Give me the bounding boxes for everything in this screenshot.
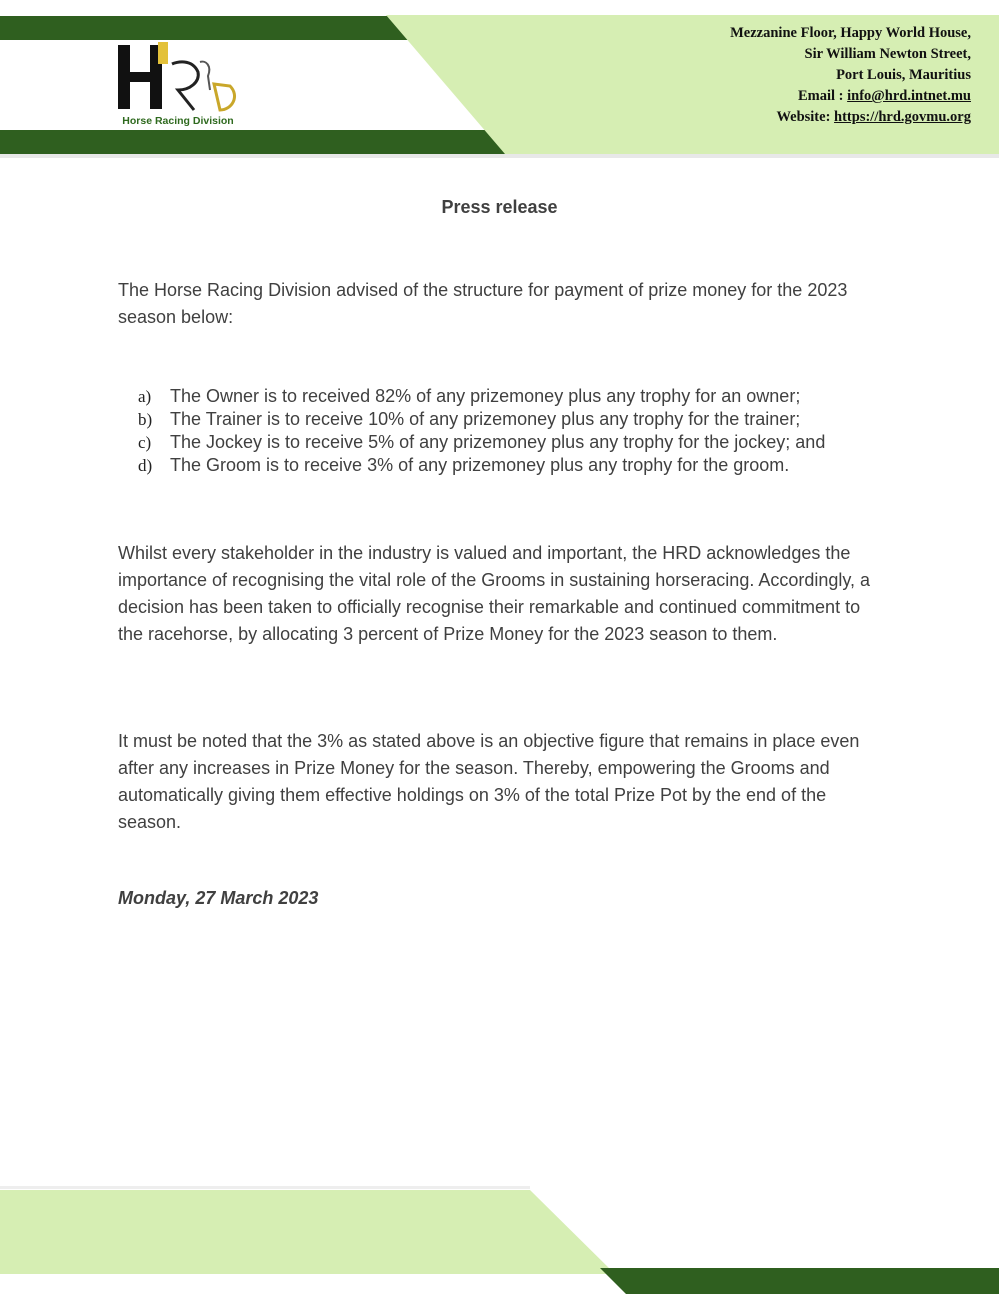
hrd-logo-mark — [114, 40, 242, 115]
list-item — [118, 385, 888, 408]
address-line: Sir William Newton Street, — [804, 46, 971, 62]
release-date: Monday, 27 March 2023 — [118, 888, 319, 908]
website-link[interactable]: https://hrd.govmu.org — [834, 109, 971, 125]
intro-paragraph: The Horse Racing Division advised of the structure for payment of prize money for the 2023 season below: — [118, 280, 848, 327]
list-text: The Owner is to received 82% of any prizemoney plus any trophy for an owner; — [170, 386, 801, 406]
page-title: Press release — [441, 197, 558, 217]
website-label: Website: — [776, 109, 835, 125]
email-link[interactable]: info@hrd.intnet.mu — [847, 88, 971, 104]
list-marker: a) — [138, 387, 152, 406]
address-block — [730, 23, 971, 128]
list-marker: c) — [138, 433, 152, 452]
list-marker: d) — [138, 456, 153, 475]
list-text: The Trainer is to receive 10% of any prizemoney plus any trophy for the trainer; — [170, 409, 801, 429]
email-line — [730, 86, 971, 107]
address-line: Mezzanine Floor, Happy World House, — [730, 25, 971, 41]
hrd-logo — [114, 40, 242, 130]
logo-tagline: Horse Racing Division — [122, 115, 234, 127]
footer-banner — [0, 1186, 999, 1294]
list-marker: b) — [138, 410, 153, 429]
list-text: The Jockey is to receive 5% of any prizemoney plus any trophy for the jockey; and — [170, 432, 826, 452]
prize-structure-list — [118, 385, 888, 477]
address-line: Port Louis, Mauritius — [836, 67, 971, 83]
grooms-paragraph: Whilst every stakeholder in the industry is valued and important, the HRD acknowledges the importance of recognising the vital role of the Grooms in sustaining horseracing. Accordingly, a decision has been taken to officially recognise their remarkable and continued commitment to the racehorse, by allocating 3 percent of Prize Money for the 2023 season to them. — [118, 543, 871, 644]
website-line — [730, 107, 971, 128]
list-text: The Groom is to receive 3% of any prizemoney plus any trophy for the groom. — [170, 455, 790, 475]
list-item — [118, 454, 888, 477]
list-item — [118, 408, 888, 431]
email-label: Email : — [797, 88, 848, 104]
note-paragraph: It must be noted that the 3% as stated above is an objective figure that remains in place even after any increases in Prize Money for the season. Thereby, empowering the Grooms and automatically giving them effective holdings on 3% of the total Prize Pot by the end of the season. — [118, 731, 860, 832]
list-item — [118, 431, 888, 454]
